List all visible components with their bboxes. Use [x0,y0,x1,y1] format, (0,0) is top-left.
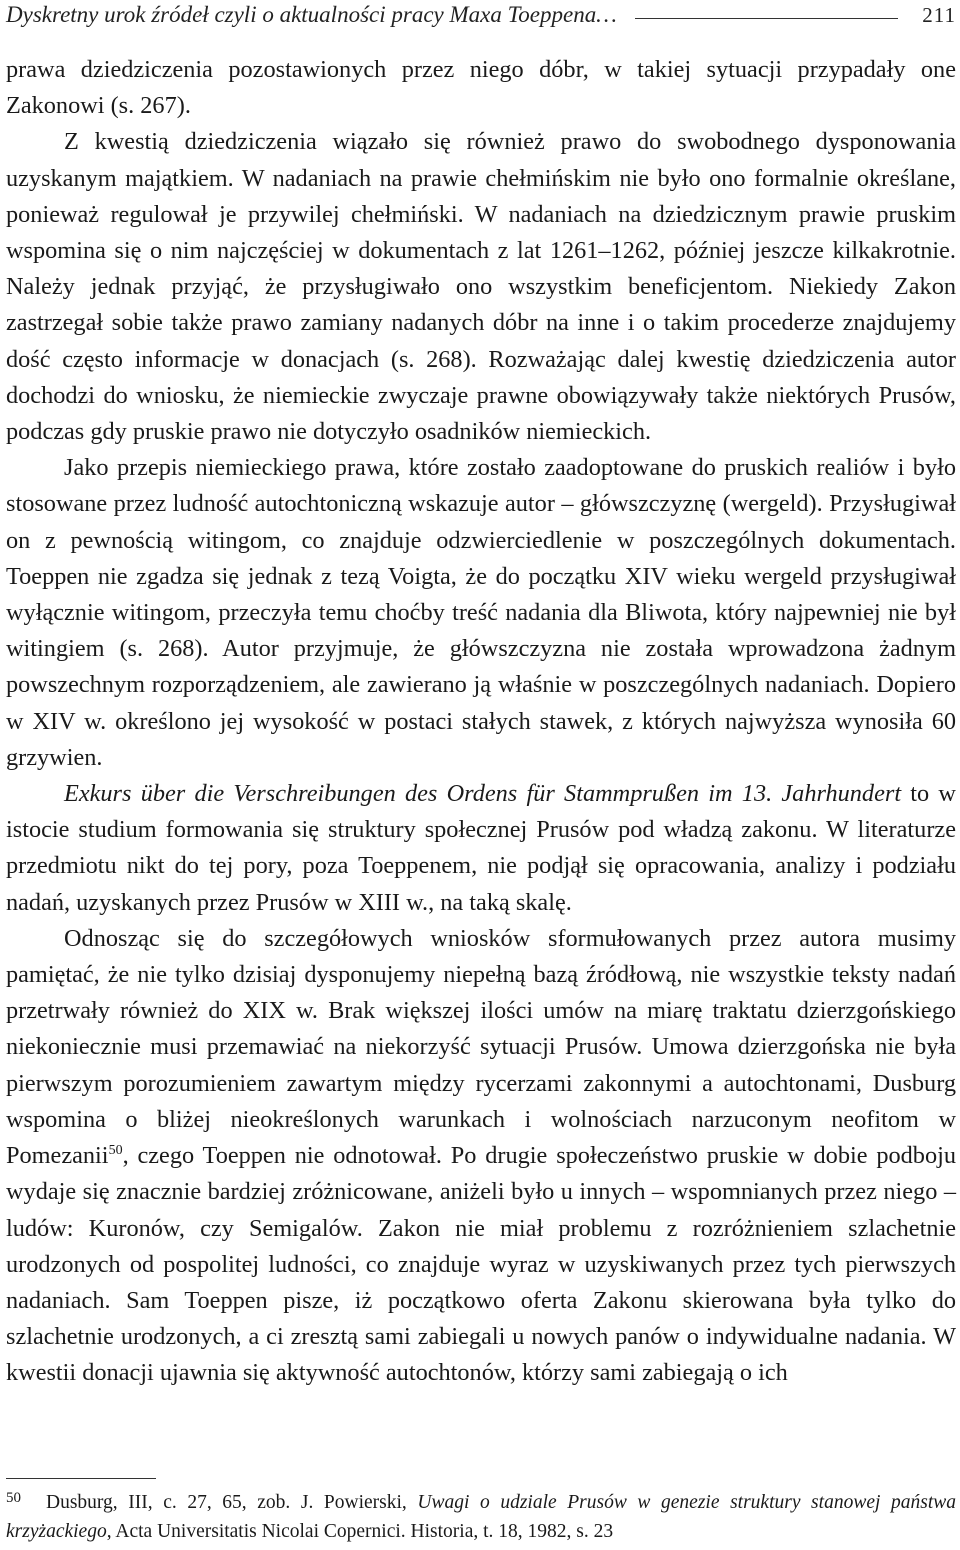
work-title-italic: Exkurs über die Verschreibungen des Ordens für Stammprußen im 13. Jahrhundert [64,780,902,808]
footnote-reference[interactable]: 50 [108,1143,123,1159]
footnote-number: 50 [6,1490,21,1506]
paragraph-3: Jako przepis niemieckiego prawa, które zostało zaadoptowane do pruskich realiów i było stosowane przez ludność autochtoniczną wskazuje autor – główszczyznę (wergeld). Przysługiwał on z pewnością witingom, co znajduje odzwierciedlenie w poszczególnych dokumentach. Toeppen nie zgadza się jednak z tezą Voigta, że do początku XIV wieku wergeld przysługiwał wyłącznie witingom, przeczyła temu choćby treść nadania dla Bliwota, który najpewniej nie był witingiem (s. 268). Autor przyjmuje, że główszczyzna nie została wprowadzona żadnym powszechnym rozporządzeniem, ale zawierano ją właśnie w poszczególnych nadaniach. Dopiero w XIV w. określono jej wysokość w postaci stałych stawek, z których najwyższa wynosiła 60 grzywien. [6,454,956,771]
footnote [6,1484,956,1546]
page-number: 211 [922,2,956,27]
running-title: Dyskretny urok źródeł czyli o aktualności pracy Maxa Toeppena… [6,2,617,27]
footnote-text-b: , Acta Universitatis Nicolai Copernici. Historia, t. 18, 1982, s. 23 [106,1521,614,1542]
paragraph-5-text-a: Odnosząc się do szczegółowych wniosków sformułowanych przez autora musimy pamiętać, że nie tylko dzisiaj dysponujemy niepełną bazą źródłową, nie wszystkie teksty nadań przetrwały również do XIX w. Brak większej ilości umów na miarę traktatu dzierzgońskiego niekoniecznie musi przemawiać na niekorzyść sytuacji Prusów. Umowa dzierzgońska nie była pierwszym porozumieniem zawartym między rycerzami zakonnymi a autochtonami, Dusburg wspomina o bliżej nieokreślonych warunkach i wolnościach narzuconym neofitom w Pomezanii [6,924,956,1170]
body-text [6,52,956,1392]
paragraph-5 [6,921,956,1392]
paragraph-2: Z kwestią dziedziczenia wiązało się również prawo do swobodnego dysponowania uzyskanym majątkiem. W nadaniach na prawie chełmińskim nie było ono formalnie określane, ponieważ regulował je przywilej chełmiński. W nadaniach na dziedzicznym prawie pruskim wspomina się o nim najczęściej w dokumentach z lat 1261–1262, później jeszcze kilkakrotnie. Należy jednak przyjąć, że przysługiwało ono wszystkim beneficjentom. Niekiedy Zakon zastrzegał sobie także prawo zamiany nadanych dóbr na inne i o takim procederze znajdujemy dość często informacje w donacjach (s. 268). Rozważając dalej kwestię dziedziczenia autor dochodzi do wniosku, że niemieckie zwyczaje prawne obowiązywały także niektórych Prusów, podczas gdy pruskie prawo nie dotyczyło osadników niemieckich. [6,128,956,446]
paragraph-4 [6,776,956,921]
footnote-italic-title: Uwagi o udziale Prusów w genezie struktury stanowej państwa krzyżackiego [6,1492,956,1542]
book-page [6,0,956,1550]
paragraph-5-text-b: , czego Toeppen nie odnotował. Po drugie społeczeństwo pruskie w dobie podboju wydaje się znacznie bardziej zróżnicowane, aniżeli było u innych – wspomnianych przez niego – ludów: Kuronów, czy Semigalów. Zakon nie miał problemu z rozróżnieniem szlachetnie urodzonych od pospolitej ludności, co znajduje wyraz w uzyskiwanych przez tych pierwszych nadaniach. Sam Toeppen pisze, iż początkowo oferta Zakonu skierowana była tylko do szlachetnie urodzonych, a ci zresztą sami zabiegali u nowych panów o indywidualne nadania. W kwestii donacji ujawnia się aktywność autochtonów, którzy sami zabiegają o ich [6,1142,956,1387]
header-rule [635,18,899,19]
footnote-rule [6,1478,156,1479]
paragraph-1: prawa dziedziczenia pozostawionych przez niego dóbr, w takiej sytuacji przypadały one Zakonowi (s. 267). [6,56,956,120]
paragraph-4-text: to w istocie studium formowania się struktury społecznej Prusów pod władzą zakonu. W literaturze przedmiotu nikt do tej pory, poza Toeppenem, nie podjął się opracowania, analizy i podziału nadań, uzyskanych przez Prusów w XIII w., na taką skalę. [6,780,956,916]
footnote-text-a: Dusburg, III, c. 27, 65, zob. J. Powierski, [46,1492,418,1513]
running-header [6,0,956,30]
